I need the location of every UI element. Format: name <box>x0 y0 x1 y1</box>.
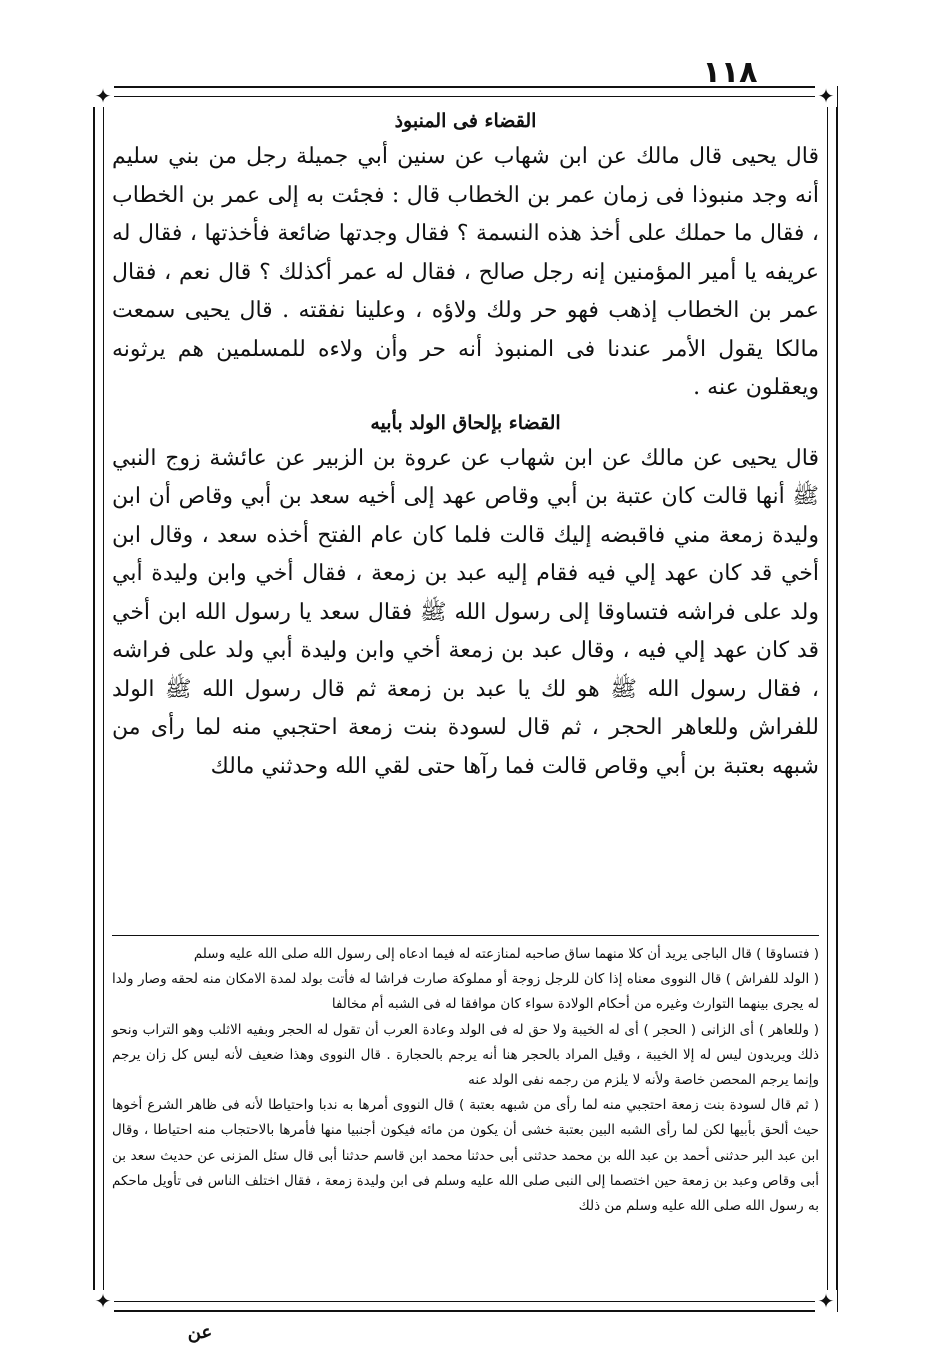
main-text <box>112 104 819 786</box>
footnote: ( وللعاهر ) أى الزانى ( الحجر ) أى له الخيبة ولا حق له فى الولد وعادة العرب أن تقول له الحجر وبفيه الاثلب وهو التراب ونحو ذلك ويريدون ليس له إلا الخيبة ، وقيل المراد بالحجر هنا أنه يرجم بالحجارة . قال النووى وهذا ضعيف لأنه ليس كل زان يرجم وإنما يرجم المحصن خاصة ولأنه لا يلزم من رجمه نفى الولد عنه <box>112 1021 819 1089</box>
footnote: ( ثم قال لسودة بنت زمعة احتجبي منه لما رأى من شبهه بعتبة ) قال النووى أمرها به ندبا واحتياطا لأنه فى ظاهر الشرع أخوها حيث ألحق بأبيها لكن لما رأى الشبه البين بعتبة خشى أن يكون من مائه فيكون أجنبيا منها فأمرها بالاحتجاب منه احتياطا ، وقال ابن عبد البر حدثنى أحمد بن عبد الله بن محمد حدثنى أبى حدثنا محمد ابن قاسم حدثنا أبى قال سئل المزنى عن حديث سعد بن أبى وقاص وعبد بن زمعة حين اختصما إلى النبى صلى الله عليه وسلم فى ابن وليدة زمعة ، فقال اختلف الناس فى تأويل ماحكم به رسول الله صلى الله عليه وسلم من ذلك <box>112 1097 819 1215</box>
corner-ornament-bottom-left: ✦ <box>92 1290 114 1312</box>
footnote: ( الولد للفراش ) قال النووى معناه إذا كان للرجل زوجة أو مملوكة صارت فراشا له فأتت بولد لمدة الامكان منه لحقه وصار ولدا له يجرى بينهما التوارث وغيره من أحكام الولادة سواء كان موافقا له فى الشبه أم مخالفا <box>112 971 819 1013</box>
footnote-divider <box>112 935 819 936</box>
section-heading: القضاء بإلحاق الولد بأبيه <box>370 411 561 434</box>
footnote: ( فتساوقا ) قال الباجى يريد أن كلا منهما ساق صاحبه لمنازعته له فيما ادعاه إلى رسول الله صلى الله عليه وسلم <box>193 946 819 962</box>
section-text: قال يحيى عن مالك عن ابن شهاب عن عروة بن الزبير عن عائشة زوج النبي ﷺ أنها قالت كان عتبة بن أبي وقاص عهد إلى أخيه سعد بن أبي وقاص أن ابن وليدة زمعة مني فاقبضه إليك قالت فلما كان عام الفتح أخذه سعد ، وقال ابن أخي قد كان عهد إلي فيه فقام إليه عبد بن زمعة ، فقال أخي وابن وليدة أبي ولد على فراشه فتساوقا إلى رسول الله ﷺ فقال سعد يا رسول الله ابن أخي قد كان عهد إلي فيه ، وقال عبد بن زمعة أخي وابن وليدة أبي ولد على فراشه ، فقال رسول الله ﷺ هو لك يا عبد بن زمعة ثم قال رسول الله ﷺ الولد للفراش وللعاهر الحجر ، ثم قال لسودة بنت زمعة احتجبي منه لما رأى من شبهه بعتبة بن أبي وقاص قالت فما رآها حتى لقي الله وحدثني مالك <box>112 445 820 779</box>
section-heading: القضاء فى المنبوذ <box>394 110 537 132</box>
page-number: ١١٨ <box>702 55 758 90</box>
corner-ornament-top-right: ✦ <box>815 85 837 107</box>
catchword: عن <box>187 1322 213 1343</box>
footnotes <box>112 942 819 1219</box>
corner-ornament-top-left: ✦ <box>92 85 114 107</box>
corner-ornament-bottom-right: ✦ <box>815 1290 837 1312</box>
section-text: قال يحيى قال مالك عن ابن شهاب عن سنين أبي جميلة رجل من بني سليم أنه وجد منبوذا فى زمان عمر بن الخطاب قال : فجئت به إلى عمر بن الخطاب ، فقال ما حملك على أخذ هذه النسمة ؟ فقال وجدتها ضائعة فأخذتها ، فقال له عريفه يا أمير المؤمنين إنه رجل صالح ، فقال له عمر أكذلك ؟ قال نعم ، فقال عمر بن الخطاب إذهب فهو حر ولك ولاؤه ، وعلينا نفقته . قال يحيى سمعت مالكا يقول الأمر عندنا فى المنبوذ أنه حر وأن ولاءه للمسلمين هم يرثونه ويعقلون عنه . <box>112 144 819 400</box>
